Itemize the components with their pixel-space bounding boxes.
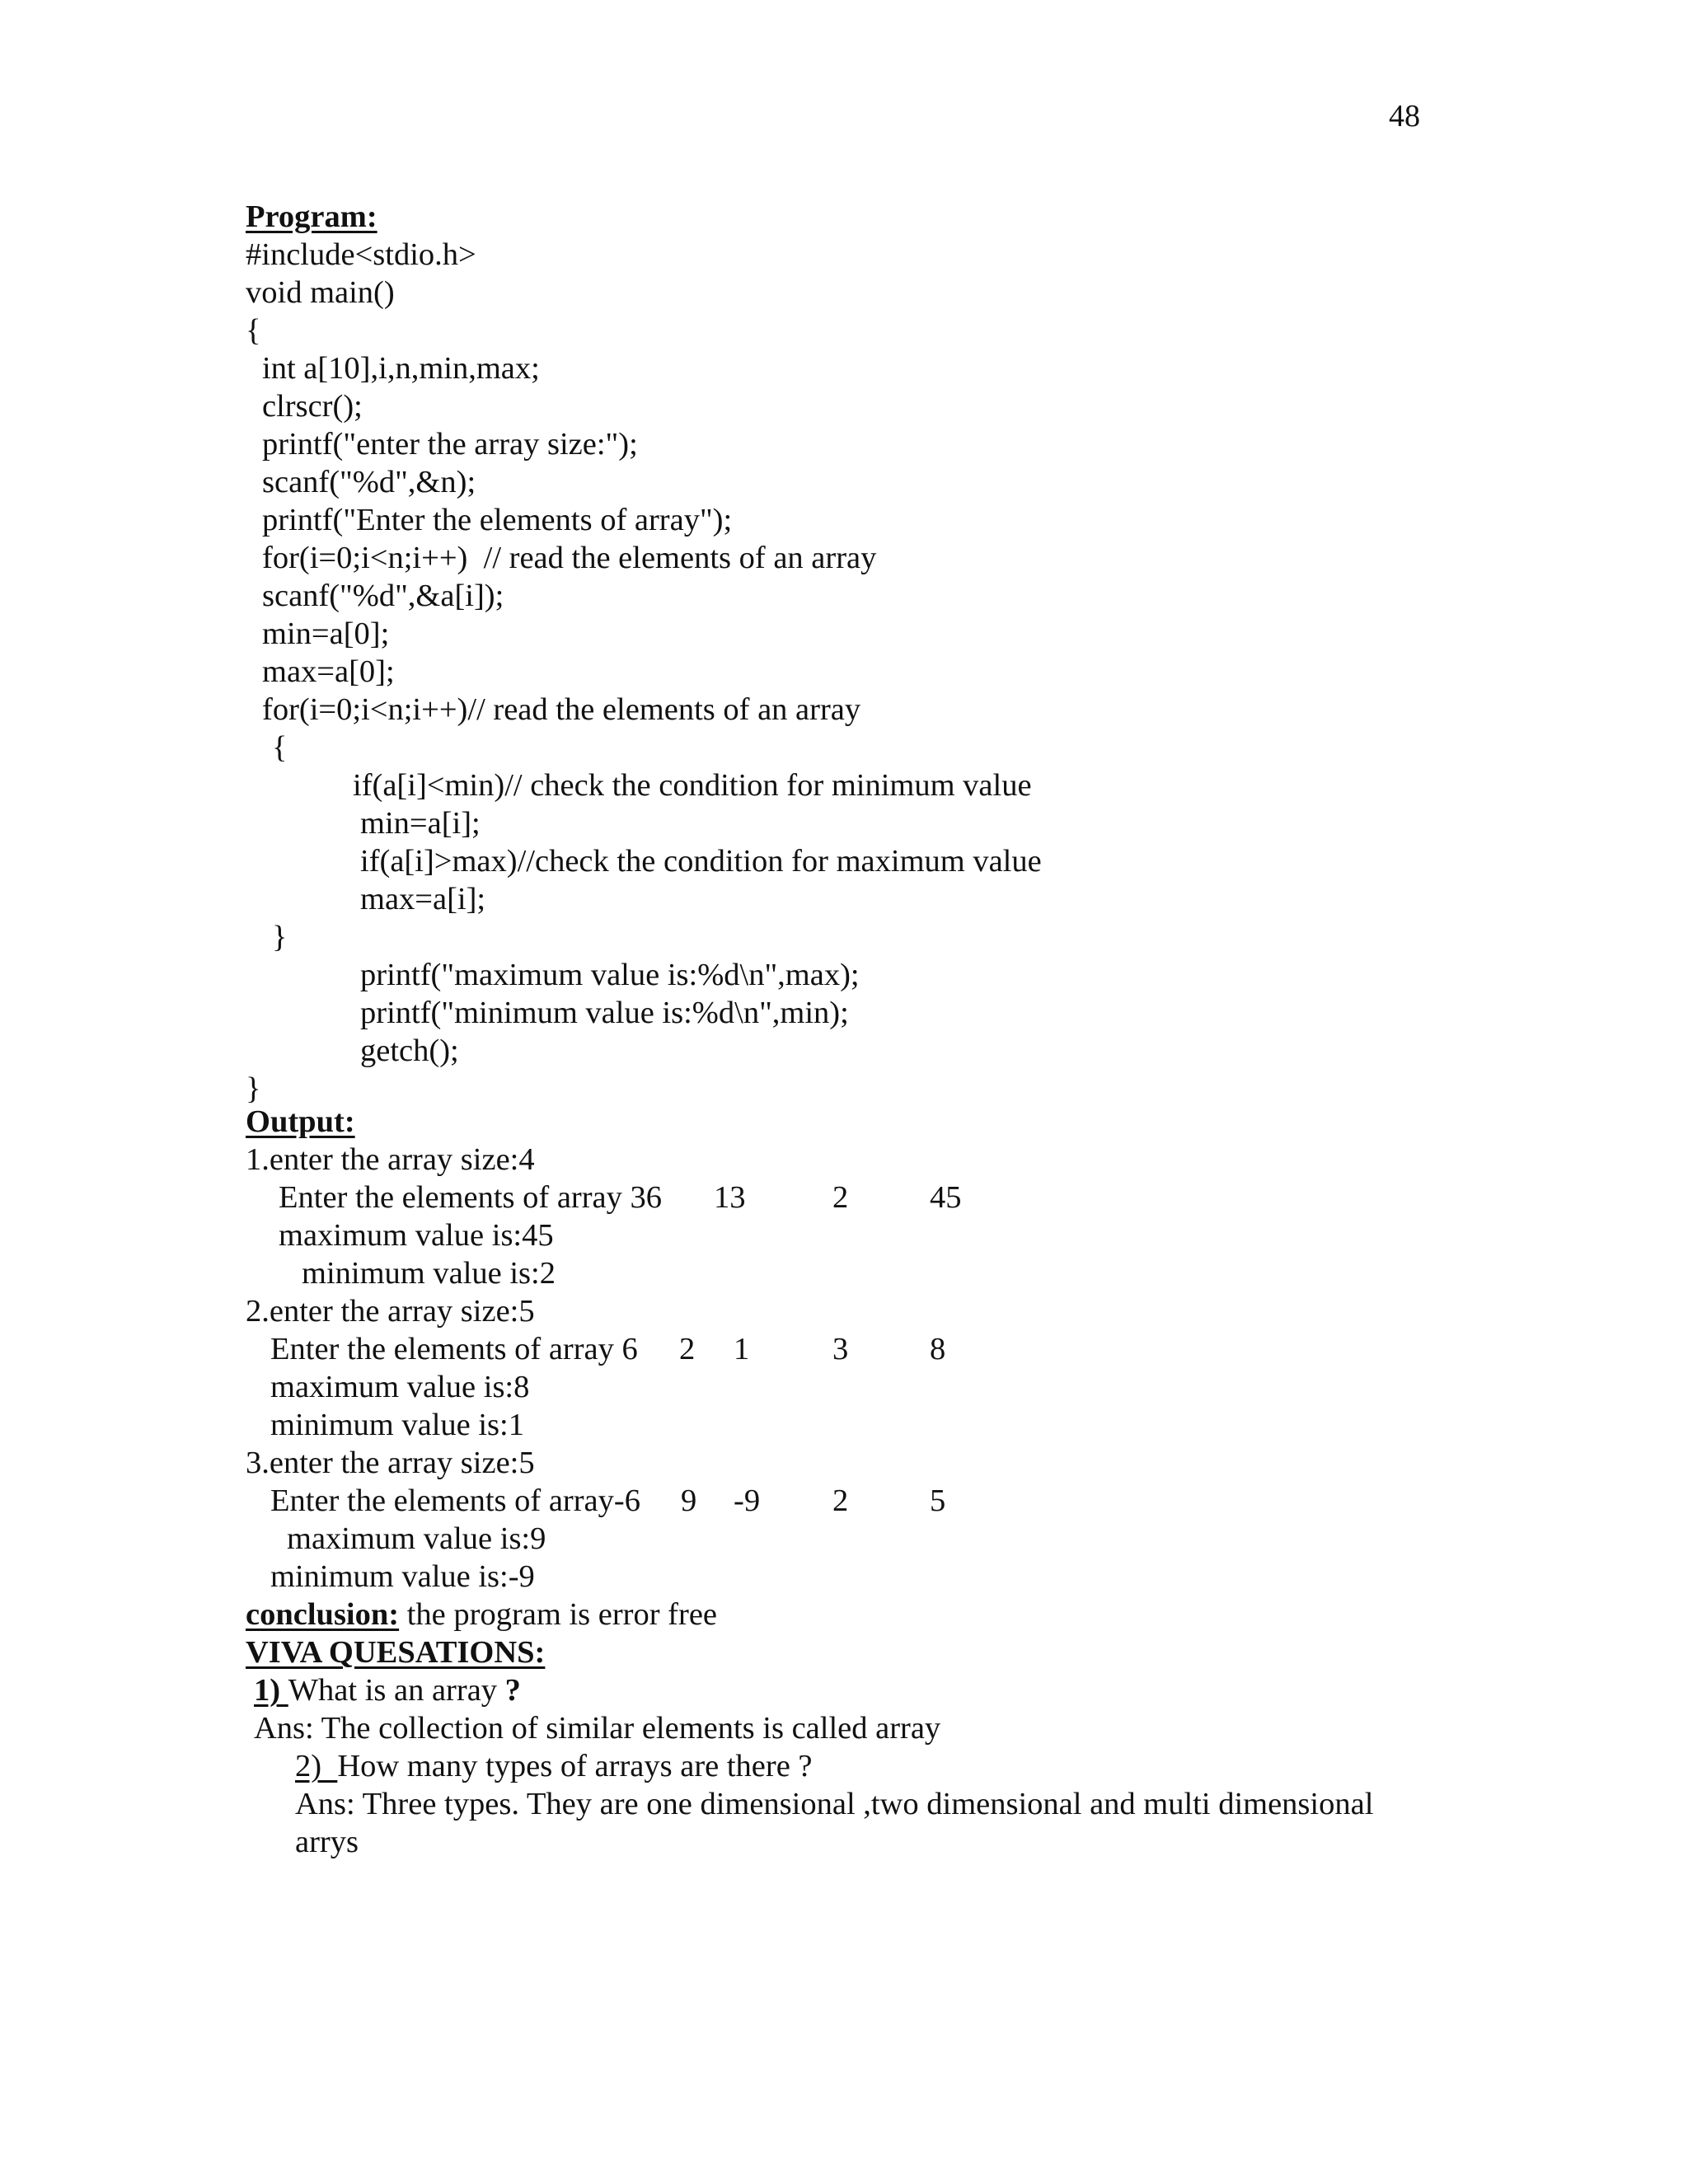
code-line: #include<stdio.h> bbox=[246, 237, 476, 272]
question-text: How many types of arrays are there ? bbox=[337, 1749, 813, 1783]
conclusion bbox=[246, 1596, 717, 1633]
question-mark: ? bbox=[504, 1673, 521, 1708]
code-line: int a[10],i,n,min,max; bbox=[262, 351, 540, 386]
output-element: 2 bbox=[832, 1180, 849, 1215]
code-line: void main() bbox=[246, 275, 395, 310]
code-line: { bbox=[272, 730, 288, 765]
viva-answer-1: Ans: The collection of similar elements is called array bbox=[254, 1711, 941, 1746]
code-line: clrscr(); bbox=[262, 389, 363, 424]
code-line: for(i=0;i<n;i++) // read the elements of an array bbox=[262, 541, 877, 575]
output-max-line: maximum value is:9 bbox=[287, 1521, 546, 1556]
output-size-line: 2.enter the array size:5 bbox=[246, 1294, 535, 1329]
output-element: -9 bbox=[734, 1483, 761, 1518]
code-line: getch(); bbox=[360, 1033, 459, 1068]
output-element: 2 bbox=[679, 1332, 696, 1366]
output-min-line: minimum value is:2 bbox=[302, 1256, 556, 1291]
code-line: printf("minimum value is:%d\n",min); bbox=[360, 996, 849, 1030]
output-elements-label: Enter the elements of array-6 bbox=[270, 1483, 640, 1518]
output-heading: Output: bbox=[246, 1104, 355, 1139]
output-element: 13 bbox=[714, 1180, 746, 1215]
code-line: max=a[0]; bbox=[262, 654, 395, 689]
question-text: What is an array bbox=[288, 1673, 505, 1708]
question-number: 2) bbox=[295, 1749, 338, 1783]
code-line: printf("enter the array size:"); bbox=[262, 427, 638, 462]
code-line: } bbox=[272, 920, 288, 954]
viva-question-1 bbox=[254, 1671, 521, 1709]
page-number: 48 bbox=[1389, 99, 1420, 134]
viva-answer-2-line-1: Ans: Three types. They are one dimensional ,two dimensional and multi dimensional bbox=[295, 1787, 1374, 1821]
output-size-line: 1.enter the array size:4 bbox=[246, 1142, 535, 1177]
code-line: for(i=0;i<n;i++)// read the elements of an array bbox=[262, 692, 861, 727]
output-element: 8 bbox=[930, 1332, 946, 1366]
output-elements-label: Enter the elements of array 36 bbox=[279, 1180, 663, 1215]
code-line: max=a[i]; bbox=[360, 882, 486, 916]
code-line: { bbox=[246, 313, 261, 348]
viva-question-2 bbox=[295, 1747, 813, 1785]
conclusion-label: conclusion: bbox=[246, 1597, 400, 1632]
code-line: scanf("%d",&n); bbox=[262, 465, 476, 499]
output-max-line: maximum value is:8 bbox=[270, 1370, 530, 1404]
output-element: 5 bbox=[930, 1483, 946, 1518]
output-element: 1 bbox=[734, 1332, 750, 1366]
output-element: 9 bbox=[681, 1483, 697, 1518]
output-min-line: minimum value is:-9 bbox=[270, 1559, 535, 1594]
code-line: printf("maximum value is:%d\n",max); bbox=[360, 958, 860, 992]
code-line: min=a[i]; bbox=[360, 806, 481, 841]
code-line: } bbox=[246, 1071, 261, 1106]
code-line: printf("Enter the elements of array"); bbox=[262, 503, 733, 537]
program-heading: Program: bbox=[246, 199, 377, 234]
viva-answer-2-line-2: arrys bbox=[295, 1825, 359, 1859]
output-element: 3 bbox=[832, 1332, 849, 1366]
output-max-line: maximum value is:45 bbox=[279, 1218, 554, 1253]
viva-heading: VIVA QUESATIONS: bbox=[246, 1635, 546, 1670]
output-size-line: 3.enter the array size:5 bbox=[246, 1446, 535, 1480]
question-number: 1) bbox=[254, 1673, 288, 1708]
code-line: min=a[0]; bbox=[262, 616, 390, 651]
code-line: scanf("%d",&a[i]); bbox=[262, 579, 504, 613]
code-line: if(a[i]>max)//check the condition for maximum value bbox=[360, 844, 1042, 879]
output-element: 45 bbox=[930, 1180, 962, 1215]
output-elements-label: Enter the elements of array 6 bbox=[270, 1332, 638, 1366]
code-line: if(a[i]<min)// check the condition for minimum value bbox=[353, 768, 1032, 803]
conclusion-text: the program is error free bbox=[399, 1597, 717, 1632]
output-element: 2 bbox=[832, 1483, 849, 1518]
output-min-line: minimum value is:1 bbox=[270, 1408, 524, 1442]
